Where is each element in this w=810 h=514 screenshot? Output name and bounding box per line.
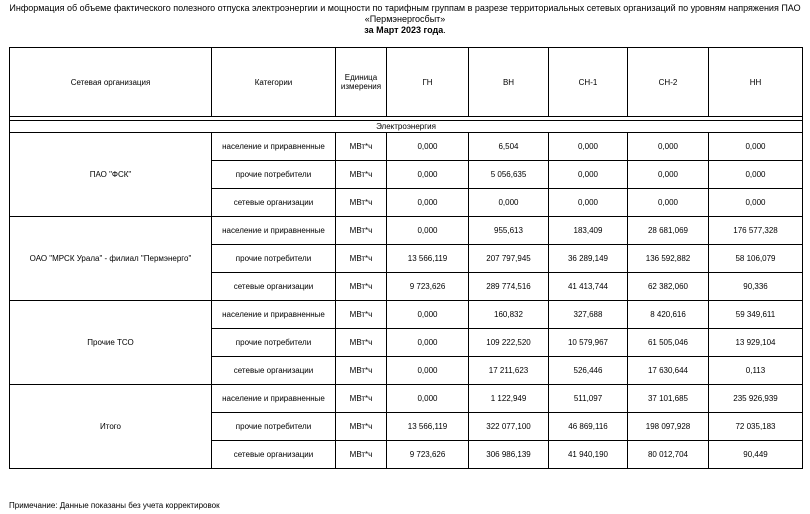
report-title	[0, 3, 810, 36]
value-cell-sn1: 183,409	[549, 217, 628, 245]
value-cell-gn: 13 566,119	[387, 245, 469, 273]
org-name-cell: Прочие ТСО	[10, 301, 212, 385]
header-unit-line-2: измерения	[340, 82, 382, 91]
value-cell-nn: 59 349,611	[709, 301, 803, 329]
energy-table	[9, 47, 803, 469]
unit-cell: МВт*ч	[336, 189, 387, 217]
value-cell-gn: 9 723,626	[387, 273, 469, 301]
value-cell-sn1: 41 413,744	[549, 273, 628, 301]
category-cell: прочие потребители	[212, 329, 336, 357]
value-cell-sn1: 327,688	[549, 301, 628, 329]
value-cell-sn1: 10 579,967	[549, 329, 628, 357]
value-cell-gn: 0,000	[387, 357, 469, 385]
header-sn1: СН-1	[549, 48, 628, 117]
value-cell-sn2: 61 505,046	[628, 329, 709, 357]
value-cell-sn1: 511,097	[549, 385, 628, 413]
value-cell-sn2: 28 681,069	[628, 217, 709, 245]
value-cell-sn1: 0,000	[549, 161, 628, 189]
value-cell-nn: 176 577,328	[709, 217, 803, 245]
header-vn: ВН	[469, 48, 549, 117]
value-cell-sn2: 37 101,685	[628, 385, 709, 413]
unit-cell: МВт*ч	[336, 413, 387, 441]
value-cell-sn2: 17 630,644	[628, 357, 709, 385]
value-cell-vn: 207 797,945	[469, 245, 549, 273]
value-cell-nn: 72 035,183	[709, 413, 803, 441]
value-cell-sn1: 526,446	[549, 357, 628, 385]
value-cell-gn: 0,000	[387, 329, 469, 357]
table-row	[10, 133, 803, 161]
value-cell-sn2: 0,000	[628, 189, 709, 217]
category-cell: сетевые организации	[212, 441, 336, 469]
value-cell-nn: 13 929,104	[709, 329, 803, 357]
value-cell-sn2: 62 382,060	[628, 273, 709, 301]
org-name-cell: ОАО "МРСК Урала" - филиал "Пермэнерго"	[10, 217, 212, 301]
value-cell-vn: 1 122,949	[469, 385, 549, 413]
unit-cell: МВт*ч	[336, 357, 387, 385]
value-cell-vn: 5 056,635	[469, 161, 549, 189]
header-unit	[336, 48, 387, 117]
value-cell-vn: 289 774,516	[469, 273, 549, 301]
unit-cell: МВт*ч	[336, 245, 387, 273]
value-cell-nn: 58 106,079	[709, 245, 803, 273]
value-cell-vn: 109 222,520	[469, 329, 549, 357]
value-cell-vn: 306 986,139	[469, 441, 549, 469]
category-cell: сетевые организации	[212, 189, 336, 217]
value-cell-nn: 235 926,939	[709, 385, 803, 413]
org-name-cell: ПАО "ФСК"	[10, 133, 212, 217]
value-cell-sn1: 46 869,116	[549, 413, 628, 441]
value-cell-gn: 0,000	[387, 189, 469, 217]
value-cell-nn: 90,449	[709, 441, 803, 469]
title-period-tail: .	[443, 25, 446, 35]
category-cell: население и приравненные	[212, 301, 336, 329]
value-cell-vn: 955,613	[469, 217, 549, 245]
category-cell: сетевые организации	[212, 357, 336, 385]
value-cell-sn1: 0,000	[549, 189, 628, 217]
footnote: Примечание: Данные показаны без учета корректировок	[9, 501, 220, 510]
value-cell-vn: 17 211,623	[469, 357, 549, 385]
unit-cell: МВт*ч	[336, 301, 387, 329]
value-cell-sn2: 136 592,882	[628, 245, 709, 273]
category-cell: прочие потребители	[212, 161, 336, 189]
value-cell-nn: 0,000	[709, 133, 803, 161]
section-title: Электроэнергия	[10, 121, 803, 133]
category-cell: население и приравненные	[212, 133, 336, 161]
value-cell-vn: 160,832	[469, 301, 549, 329]
value-cell-sn2: 8 420,616	[628, 301, 709, 329]
category-cell: прочие потребители	[212, 413, 336, 441]
title-period: за Март 2023 года	[364, 25, 444, 35]
value-cell-nn: 0,113	[709, 357, 803, 385]
value-cell-nn: 0,000	[709, 189, 803, 217]
value-cell-gn: 0,000	[387, 133, 469, 161]
value-cell-sn2: 80 012,704	[628, 441, 709, 469]
unit-cell: МВт*ч	[336, 441, 387, 469]
header-gn: ГН	[387, 48, 469, 117]
value-cell-gn: 0,000	[387, 217, 469, 245]
title-line-3	[0, 25, 810, 36]
category-cell: население и приравненные	[212, 217, 336, 245]
unit-cell: МВт*ч	[336, 217, 387, 245]
value-cell-sn2: 0,000	[628, 133, 709, 161]
org-name-cell: Итого	[10, 385, 212, 469]
unit-cell: МВт*ч	[336, 329, 387, 357]
value-cell-sn1: 36 289,149	[549, 245, 628, 273]
value-cell-vn: 6,504	[469, 133, 549, 161]
table-row	[10, 385, 803, 413]
header-unit-line-1: Единица	[344, 73, 378, 82]
section-row	[10, 121, 803, 133]
value-cell-sn1: 41 940,190	[549, 441, 628, 469]
value-cell-nn: 0,000	[709, 161, 803, 189]
value-cell-sn2: 0,000	[628, 161, 709, 189]
table-body	[10, 48, 803, 469]
header-nn: НН	[709, 48, 803, 117]
value-cell-vn: 322 077,100	[469, 413, 549, 441]
unit-cell: МВт*ч	[336, 273, 387, 301]
category-cell: прочие потребители	[212, 245, 336, 273]
header-row	[10, 48, 803, 117]
value-cell-gn: 9 723,626	[387, 441, 469, 469]
value-cell-sn1: 0,000	[549, 133, 628, 161]
table-row	[10, 301, 803, 329]
unit-cell: МВт*ч	[336, 161, 387, 189]
header-org: Сетевая организация	[10, 48, 212, 117]
value-cell-sn2: 198 097,928	[628, 413, 709, 441]
value-cell-vn: 0,000	[469, 189, 549, 217]
unit-cell: МВт*ч	[336, 133, 387, 161]
value-cell-gn: 0,000	[387, 385, 469, 413]
table-row	[10, 217, 803, 245]
header-sn2: СН-2	[628, 48, 709, 117]
value-cell-gn: 0,000	[387, 301, 469, 329]
value-cell-nn: 90,336	[709, 273, 803, 301]
header-category: Категории	[212, 48, 336, 117]
value-cell-gn: 0,000	[387, 161, 469, 189]
unit-cell: МВт*ч	[336, 385, 387, 413]
title-line-1: Информация об объеме фактического полезного отпуска электроэнергии и мощности по тарифным группам в разрезе территориальных сетевых организаций по уровням напряжения ПАО	[9, 3, 801, 13]
value-cell-gn: 13 566,119	[387, 413, 469, 441]
title-line-2: «Пермэнергосбыт»	[364, 14, 446, 24]
category-cell: сетевые организации	[212, 273, 336, 301]
category-cell: население и приравненные	[212, 385, 336, 413]
